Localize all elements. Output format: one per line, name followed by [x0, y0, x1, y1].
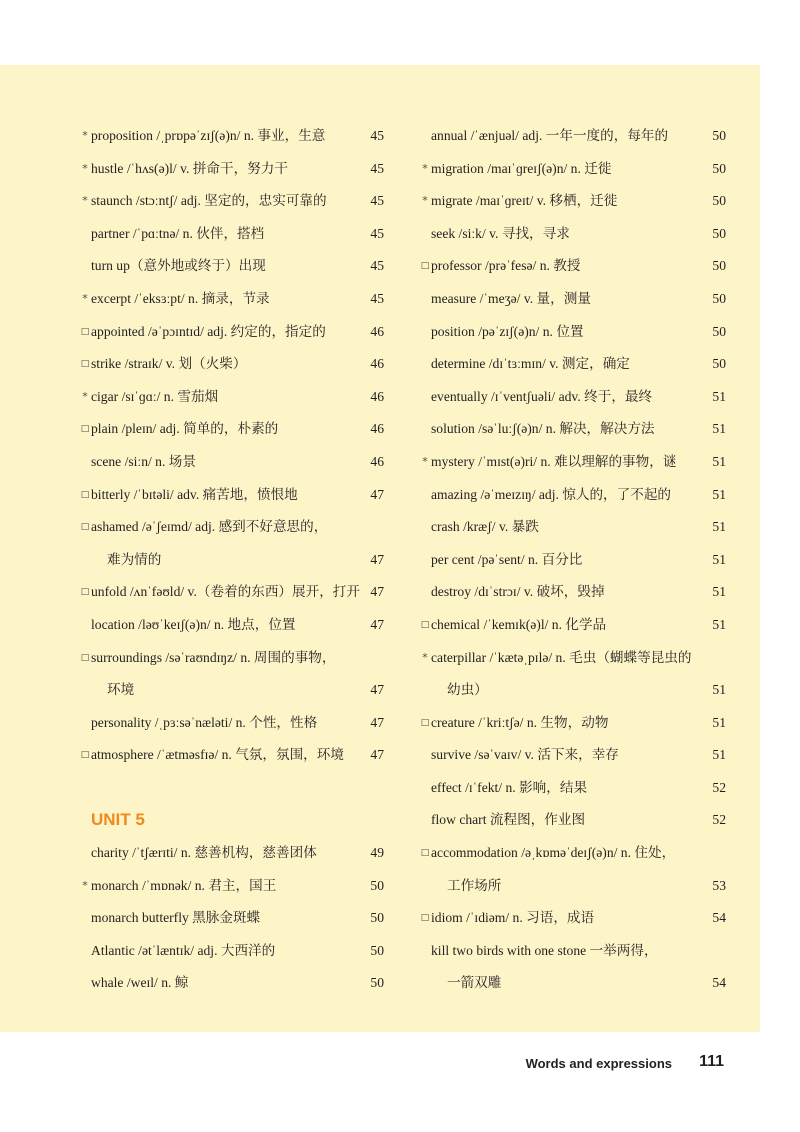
vocab-entry [80, 316, 384, 349]
vocab-entry [420, 772, 726, 805]
entry-page-number: 46 [370, 323, 384, 339]
entry-text: personality /ˌpɜːsəˈnæləti/ n. 个性，性格 [91, 714, 318, 730]
entry-page-number: 47 [370, 551, 384, 567]
entry-page-number: 51 [712, 421, 726, 437]
entry-page-number: 53 [712, 877, 726, 893]
entry-text: amazing /əˈmeɪzɪŋ/ adj. 惊人的，了不起的 [431, 486, 672, 502]
entry-text: position /pəˈzɪʃ(ə)n/ n. 位置 [431, 323, 584, 339]
entry-page-number: 47 [370, 486, 384, 502]
entry-text: 难为情的 [107, 551, 162, 567]
entry-text: charity /ˈtʃærɪti/ n. 慈善机构，慈善团体 [91, 845, 317, 861]
footer-page-number: 111 [699, 1053, 724, 1070]
entry-page-number: 52 [712, 812, 726, 828]
entry-text: migration /maɪˈɡreɪʃ(ə)n/ n. 迁徙 [431, 160, 612, 176]
entry-text: survive /səˈvaɪv/ v. 活下来，幸存 [431, 747, 619, 763]
entry-continuation [80, 544, 384, 577]
entry-continuation [420, 674, 726, 707]
entry-page-number: 47 [370, 747, 384, 763]
vocab-entry [80, 609, 384, 642]
entry-page-number: 45 [370, 128, 384, 143]
entry-page-number: 52 [712, 779, 726, 795]
entry-page-number: 51 [712, 486, 726, 502]
entry-page-number: 51 [712, 682, 726, 698]
entry-page-number: 51 [712, 616, 726, 632]
entry-text: staunch /stɔːntʃ/ adj. 坚定的，忠实可靠的 [91, 193, 327, 209]
unit5-entry-list [80, 837, 384, 1000]
entry-text: creature /ˈkriːtʃə/ n. 生物，动物 [431, 714, 609, 730]
entry-text: surroundings /səˈraʊndɪŋz/ n. 周围的事物， [91, 649, 336, 665]
entry-text: kill two birds with one stone 一举两得， [431, 942, 658, 958]
star-icon: * [422, 650, 428, 664]
vocab-entry [80, 837, 384, 870]
vocab-entry [80, 446, 384, 479]
entry-page-number: 50 [712, 160, 726, 176]
entry-text: cigar /sɪˈɡɑː/ n. 雪茄烟 [91, 388, 219, 404]
entry-text: partner /ˈpɑːtnə/ n. 伙伴，搭档 [91, 225, 265, 241]
entry-page-number: 50 [370, 942, 384, 958]
entry-text: plain /pleɪn/ adj. 简单的，朴素的 [91, 421, 279, 437]
entry-page-number: 51 [712, 519, 726, 535]
entry-page-number: 50 [712, 290, 726, 306]
square-icon: □ [80, 522, 90, 533]
star-icon: * [82, 291, 88, 305]
entry-text: seek /siːk/ v. 寻找，寻求 [431, 225, 570, 241]
entry-text: eventually /ɪˈventʃuəli/ adv. 终于，最终 [431, 388, 653, 404]
vocab-entry [420, 576, 726, 609]
vocab-entry [420, 185, 726, 218]
vocab-entry [80, 185, 384, 218]
vocab-entry [80, 511, 384, 544]
vocab-entry [80, 413, 384, 446]
vocab-entry [80, 250, 384, 283]
right-column [420, 120, 726, 1000]
entry-text: solution /səˈluːʃ(ə)n/ n. 解决，解决方法 [431, 421, 655, 437]
entry-text: appointed /əˈpɔɪntɪd/ adj. 约定的，指定的 [91, 323, 326, 339]
star-icon: * [422, 454, 428, 468]
entry-page-number: 45 [370, 290, 384, 306]
entry-page-number: 47 [370, 584, 384, 600]
entry-page-number: 45 [370, 193, 384, 209]
entry-text: excerpt /ˈeksɜːpt/ n. 摘录，节录 [91, 290, 270, 306]
entry-page-number: 50 [370, 910, 384, 926]
entry-text: 幼虫） [447, 682, 488, 698]
entry-text: destroy /dɪˈstrɔɪ/ v. 破坏，毁掉 [431, 584, 605, 600]
vocab-entry [420, 283, 726, 316]
unit-heading: UNIT 5 [91, 810, 145, 830]
entry-page-number: 50 [370, 877, 384, 893]
vocab-entry [420, 218, 726, 251]
entry-page-number: 49 [370, 845, 384, 861]
vocab-entry [80, 935, 384, 968]
square-icon: □ [80, 424, 90, 435]
vocab-entry [80, 739, 384, 772]
entry-page-number: 54 [712, 910, 726, 926]
vocab-entry [420, 642, 726, 675]
entry-text: proposition /ˌprɒpəˈzɪʃ(ə)n/ n. 事业，生意 [91, 128, 326, 143]
entry-page-number: 46 [370, 388, 384, 404]
vocab-entry [420, 479, 726, 512]
entry-page-number: 50 [712, 258, 726, 274]
entry-text: migrate /maɪˈɡreɪt/ v. 移栖，迁徙 [431, 193, 618, 209]
square-icon: □ [80, 359, 90, 370]
entry-text: turn up（意外地或终于）出现 [91, 258, 266, 274]
vocab-entry [80, 479, 384, 512]
entry-page-number: 50 [712, 356, 726, 372]
entry-page-number: 51 [712, 453, 726, 469]
entry-text: mystery /ˈmɪst(ə)ri/ n. 难以理解的事物，谜 [431, 453, 677, 469]
entry-text: measure /ˈmeʒə/ v. 量，测量 [431, 290, 591, 306]
entry-text: 一箭双雕 [447, 975, 502, 991]
entry-text: caterpillar /ˈkætəˌpɪlə/ n. 毛虫（蝴蝶等昆虫的 [431, 649, 692, 665]
entry-continuation [80, 674, 384, 707]
vocab-entry [80, 967, 384, 1000]
left-entry-list [80, 120, 384, 772]
entry-page-number: 45 [370, 258, 384, 274]
vocab-entry [420, 511, 726, 544]
square-icon: □ [80, 587, 90, 598]
entry-text: location /ləʊˈkeɪʃ(ə)n/ n. 地点，位置 [91, 616, 296, 632]
vocab-entry [80, 870, 384, 903]
entry-text: crash /kræʃ/ v. 暴跌 [431, 519, 539, 535]
entry-page-number: 45 [370, 225, 384, 241]
star-icon: * [422, 194, 428, 208]
entry-text: chemical /ˈkemɪk(ə)l/ n. 化学品 [431, 616, 607, 632]
entry-text: Atlantic /ətˈlæntɪk/ adj. 大西洋的 [91, 942, 276, 958]
entry-text: monarch /ˈmɒnək/ n. 君主，国王 [91, 877, 277, 893]
star-icon: * [82, 194, 88, 208]
entry-text: annual /ˈænjuəl/ adj. 一年一度的，每年的 [431, 128, 669, 143]
vocab-entry [80, 120, 384, 153]
entry-page-number: 50 [370, 975, 384, 991]
footer-section-title: Words and expressions [525, 1056, 672, 1071]
entry-page-number: 50 [712, 225, 726, 241]
vocab-entry [80, 218, 384, 251]
vocab-entry [80, 153, 384, 186]
section-gap [80, 772, 384, 805]
entry-page-number: 50 [712, 193, 726, 209]
vocab-entry [80, 348, 384, 381]
square-icon: □ [420, 261, 430, 272]
entry-page-number: 51 [712, 388, 726, 404]
entry-page-number: 51 [712, 551, 726, 567]
square-icon: □ [420, 619, 430, 630]
square-icon: □ [80, 326, 90, 337]
vocab-entry [420, 739, 726, 772]
entry-page-number: 50 [712, 323, 726, 339]
star-icon: * [82, 129, 88, 142]
entry-text: hustle /ˈhʌs(ə)l/ v. 拼命干，努力干 [91, 160, 288, 176]
entry-text: flow chart 流程图，作业图 [431, 812, 586, 828]
entry-page-number: 51 [712, 584, 726, 600]
entry-page-number: 51 [712, 714, 726, 730]
entry-page-number: 54 [712, 975, 726, 991]
entry-text: 环境 [107, 682, 135, 698]
entry-text: monarch butterfly 黑脉金斑蝶 [91, 910, 261, 926]
vocab-entry [420, 348, 726, 381]
entry-text: strike /straɪk/ v. 划（火柴） [91, 356, 247, 372]
vocab-entry [80, 381, 384, 414]
left-column [80, 120, 384, 1000]
vocab-entry [80, 283, 384, 316]
vocab-entry [420, 837, 726, 870]
vocab-entry [80, 902, 384, 935]
square-icon: □ [80, 652, 90, 663]
star-icon: * [82, 389, 88, 403]
vocab-entry [420, 316, 726, 349]
vocab-entry [420, 153, 726, 186]
entry-text: professor /prəˈfesə/ n. 教授 [431, 258, 581, 274]
entry-page-number: 51 [712, 747, 726, 763]
entry-text: effect /ɪˈfekt/ n. 影响，结果 [431, 779, 588, 795]
entry-page-number: 47 [370, 714, 384, 730]
square-icon: □ [420, 913, 430, 924]
entry-page-number: 46 [370, 356, 384, 372]
square-icon: □ [80, 489, 90, 500]
vocab-entry [420, 381, 726, 414]
entry-text: ashamed /əˈʃeɪmd/ adj. 感到不好意思的， [91, 519, 328, 535]
vocab-entry [420, 544, 726, 577]
vocab-entry [420, 935, 726, 968]
entry-text: scene /siːn/ n. 场景 [91, 453, 196, 469]
star-icon: * [82, 878, 88, 892]
entry-text: bitterly /ˈbɪtəli/ adv. 痛苦地，愤恨地 [91, 486, 298, 502]
entry-page-number: 46 [370, 421, 384, 437]
entry-page-number: 46 [370, 453, 384, 469]
vocab-entry [420, 707, 726, 740]
vocab-entry [420, 120, 726, 153]
vocab-entry [420, 804, 726, 837]
entry-page-number: 45 [370, 160, 384, 176]
vocab-entry [420, 413, 726, 446]
vocab-entry [80, 707, 384, 740]
entry-page-number: 47 [370, 616, 384, 632]
star-icon: * [422, 161, 428, 175]
entry-text: unfold /ʌnˈfəʊld/ v.（卷着的东西）展开，打开 [91, 584, 360, 600]
entry-text: accommodation /əˌkɒməˈdeɪʃ(ə)n/ n. 住处， [431, 845, 676, 861]
entry-text: per cent /pəˈsent/ n. 百分比 [431, 551, 583, 567]
star-icon: * [82, 161, 88, 175]
vocab-entry [80, 576, 384, 609]
vocab-entry [420, 902, 726, 935]
square-icon: □ [80, 750, 90, 761]
vocab-entry [80, 642, 384, 675]
entry-text: atmosphere /ˈætməsfɪə/ n. 气氛，氛围，环境 [91, 747, 344, 763]
vocab-entry [420, 609, 726, 642]
vocab-entry [420, 250, 726, 283]
square-icon: □ [420, 848, 430, 859]
entry-page-number: 50 [712, 128, 726, 143]
entry-continuation [420, 967, 726, 1000]
entry-page-number: 47 [370, 682, 384, 698]
entry-continuation [420, 870, 726, 903]
entry-text: 工作场所 [447, 877, 502, 893]
right-entry-list [420, 120, 726, 1000]
entry-text: whale /weɪl/ n. 鲸 [91, 975, 189, 991]
entry-text: idiom /ˈɪdiəm/ n. 习语，成语 [431, 910, 595, 926]
square-icon: □ [420, 717, 430, 728]
entry-text: determine /dɪˈtɜːmɪn/ v. 测定，确定 [431, 356, 630, 372]
vocab-entry [420, 446, 726, 479]
